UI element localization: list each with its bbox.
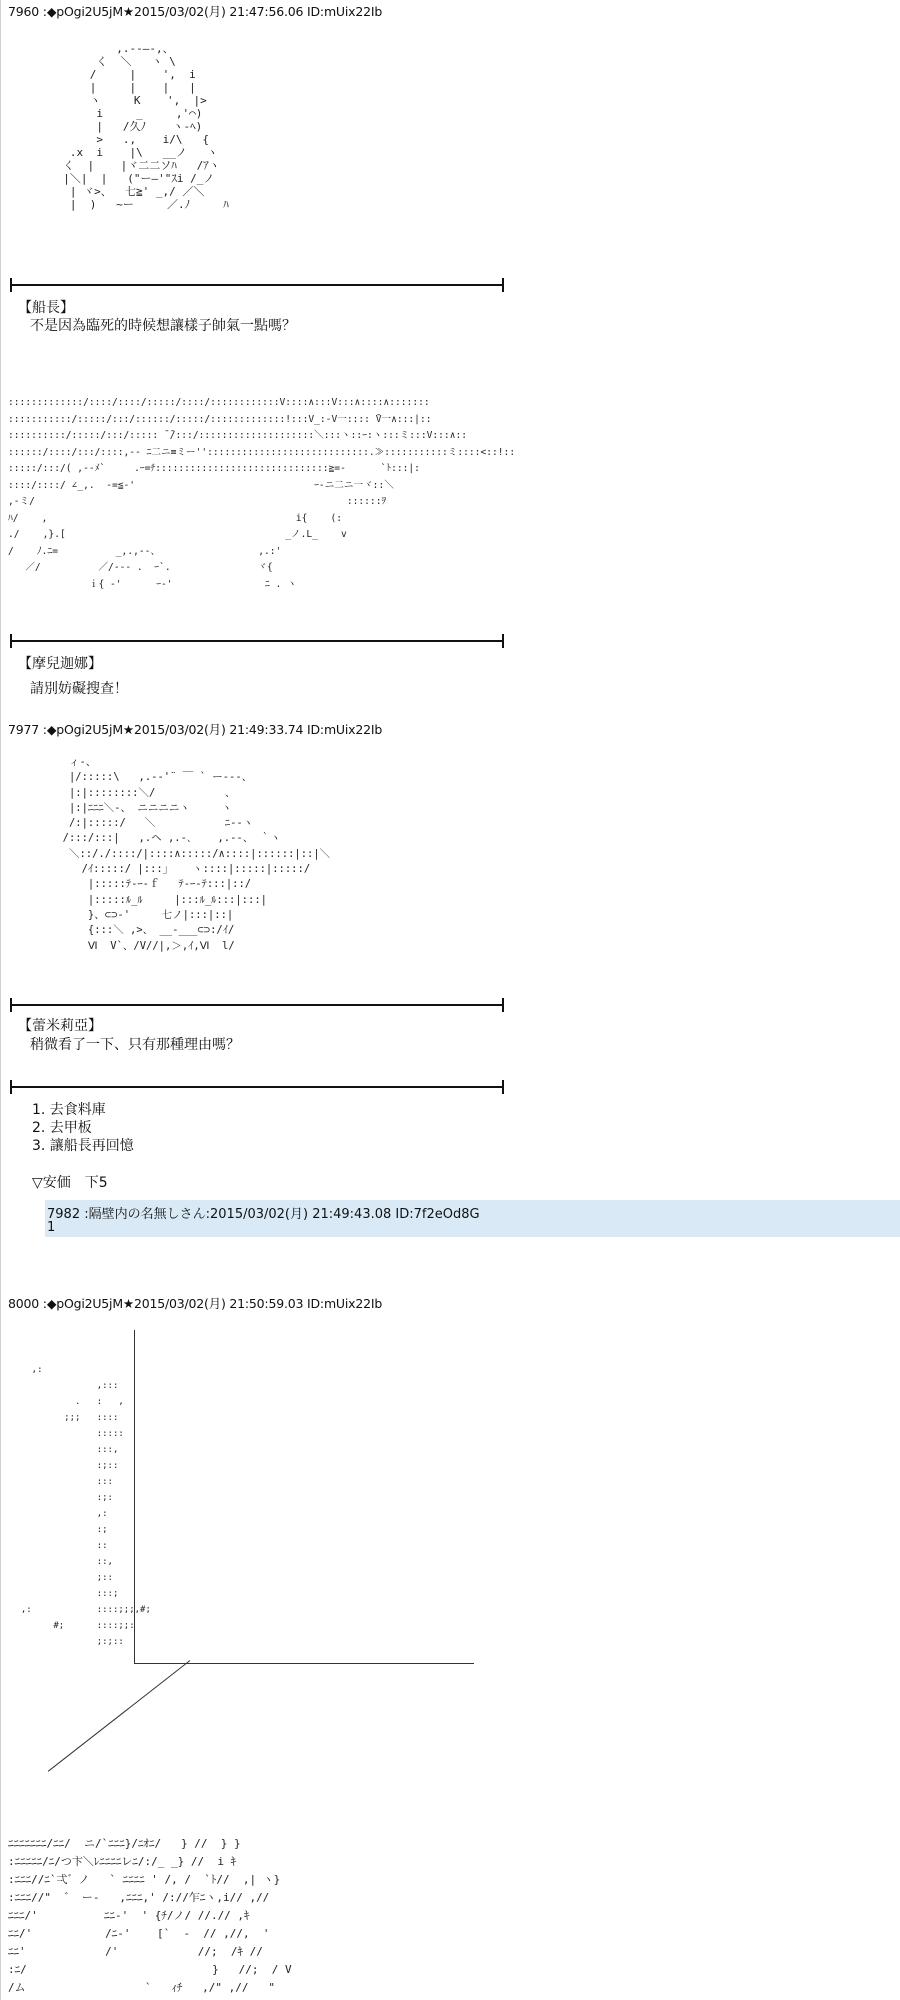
post-header: 8000 :◆pOgi2U5jM★2015/03/02(月) 21:50:59.03 ID:mUix22Ib [8,1296,383,1311]
dialogue-line: 請別妨礙搜查！ [30,681,128,697]
choice-item: 3. 讓船長再回憶 [32,1138,134,1154]
quote-id: ID:7f2eOd8G [395,1207,480,1222]
room-perspective-line [48,1660,190,1772]
post-trip: ◆pOgi2U5jM [46,4,123,19]
morgana-ascii-art: :::::::::::::/::::/::::/:::::/::::/::::::::::::V::::∧:::V:::∧::::∧::::::: :::::::::::/:::::/:::/::::::/:::::/:::::::::::::!:::V_:-V一:::: ̄V一∧:::|:: ::::::::::/:::::/:::/::::: ̄ ̄/:::/::::::::::::::::::::＼:::ヽ::ｰ:ヽ:::ミ:::V:::∧:: ::::::/::::/:::/::::,-‐ ﾆ二ニ≡ミー''::::::::::::::::::::::::::::.≫:::::::::::ミ::::<::!:: :::::/:::/( ,-‐ﾒ` .ｰ=ﾁ::::::::::::::::::::::::::::::≧=- `ﾄ:::|: ::::/::::/ ∠_,. -=≦-' ｰ-ニ二ニ一ヾ::＼ ,-ミ/ ::::::ｦ ﾊ/ , i{ (: ./ ,}.[ _ノ.L_ v / ﾉ.ﾆ= _,.,--、 ,.:' ／/ ／/-‐- . ｰ`. ヾ{ ｉ{ ‐' ｰ‐' ﾆ . ヽ [8,397,516,590]
post-trip: ◆pOgi2U5jM [46,722,123,737]
post-star: ★ [122,4,134,19]
post-id: ID:mUix22Ib [307,1296,383,1311]
quote-name: :隔壁内の名無しさん: [80,1207,210,1222]
post-datetime: 2015/03/02(月) 21:47:56.06 [133,4,304,19]
post-number[interactable]: 8000 [8,1296,40,1311]
post-datetime: 2015/03/02(月) 21:50:59.03 [133,1296,304,1311]
post-trip: ◆pOgi2U5jM [46,1296,123,1311]
quote-body: 1 [47,1220,56,1235]
dialogue-divider [10,640,504,642]
post-header: 7977 :◆pOgi2U5jM★2015/03/02(月) 21:49:33.74 ID:mUix22Ib [8,722,383,737]
dialogue-divider [10,284,504,286]
dialogue-line: 稍微看了一下、只有那種理由嗎？ [30,1037,240,1053]
dialogue-line: 不是因為臨死的時候想讓樣子帥氣一點嗎？ [30,318,296,334]
post-number[interactable]: 7960 [8,4,40,19]
post-star: ★ [122,1296,134,1311]
bottom-ascii-art: ﾆﾆﾆﾆﾆﾆﾆ/ﾆﾆ/ ニ/`ﾆﾆﾆ}/ﾆｵﾆ/ } // } } :ﾆﾆﾆﾆﾆ/ﾆ/つ卞＼ﾚﾆﾆﾆﾆレﾆ/:/_ _} // i ｷ :ﾆﾆﾆ//ﾆ`弌゛ノ ` ﾆﾆﾆﾆ ' /, / `ﾄ// ,| ヽ} :ﾆﾆﾆ//" ゛ ー- ,ﾆﾆﾆ,' /://乍ﾆヽ,i// ,// ﾆﾆﾆ/' ﾆﾆ-' ' {ﾁ/ノ/ //.// ,ｷ ﾆﾆ/' /ﾆ-' [` - // ,//, ' ﾆﾆ' /' //; /ｷ // :ﾆ/ } //; / V /ム ` ｨﾁ ,/" ,// " [8,1837,292,1994]
room-ascii-art: ,: ,::: . : , ;;; :::: ::::: :::, :;:: ::: :;: ,: :; :: ::, ;:: :::; ,: ::::;;;,#; #; ::::;;: ;:;:: [20,1365,151,1647]
post-star: ★ [122,722,134,737]
captain-ascii-art: ,.--―-,、 く ＼ ヽ \ / | ', i | | | | ヽ K ', |> i _ ,'⌒) | /久ﾉ ヽ-ﾍ) > ., i/\ { .x i |\ __ノ ヽ く | |ヾ二二ソﾊ /ｱヽ |＼| | ("ー―'"ｽi /_ノ | ヾ>、 七≧' _,/ ／＼ | ) ~ー ／.ﾉ ﾊ [63,42,229,211]
quote-header [47,1203,480,1222]
speaker-tag: 【摩兒迦娜】 [18,656,102,672]
post-id: ID:mUix22Ib [307,4,383,19]
choice-item: 2. 去甲板 [32,1120,92,1136]
post-datetime: 2015/03/02(月) 21:49:33.74 [133,722,304,737]
post-id: ID:mUix22Ib [307,722,383,737]
post-number[interactable]: 7977 [8,722,40,737]
speaker-tag: 【蕾米莉亞】 [18,1018,102,1034]
quote-datetime: 2015/03/02(月) 21:49:43.08 [210,1207,392,1222]
choices-divider [10,1086,504,1088]
choice-item: 1. 去食料庫 [32,1102,106,1118]
page-left-border [0,0,1,2000]
quote-number[interactable]: 7982 [47,1207,81,1222]
post-header: 7960 :◆pOgi2U5jM★2015/03/02(月) 21:47:56.06 ID:mUix22Ib [8,4,383,19]
dialogue-divider [10,1004,504,1006]
remilia-ascii-art: ィ-、 |/:::::\ ,.-‐'¨ ￣ ` ー---、 |:|::::::::＼/ 、 |:|ﾆﾆﾆ＼-、 ニニニニヽ ヽ /:|:::::/ ＼ ﾆ--ヽ /:::/:::| ,.ヘ ,.-､ ,.--、 ｀ヽ ＼::/./::::/|::::∧:::::/∧::::|::::::|::|＼ /ｲ:::::/ |:::」 ヽ::::|:::::|:::::/ |:::::ﾃ-ｰ-ｆ ﾃ-ｰ-ﾃ:::|::/ |:::::ﾙ_ﾙ |:::ﾙ_ﾙ:::|:::| }、⊂⊃-' 七ノ|:::|::| {:::＼ ,>、 __-___⊂⊃:/ｲ/ Ⅵ V`、/V//|,＞,ｲ,Ⅵ l/ [62,756,331,952]
anchor-prompt: ▽安価 下5 [32,1175,108,1191]
speaker-tag: 【船長】 [18,300,74,316]
quoted-reply [45,1200,900,1237]
